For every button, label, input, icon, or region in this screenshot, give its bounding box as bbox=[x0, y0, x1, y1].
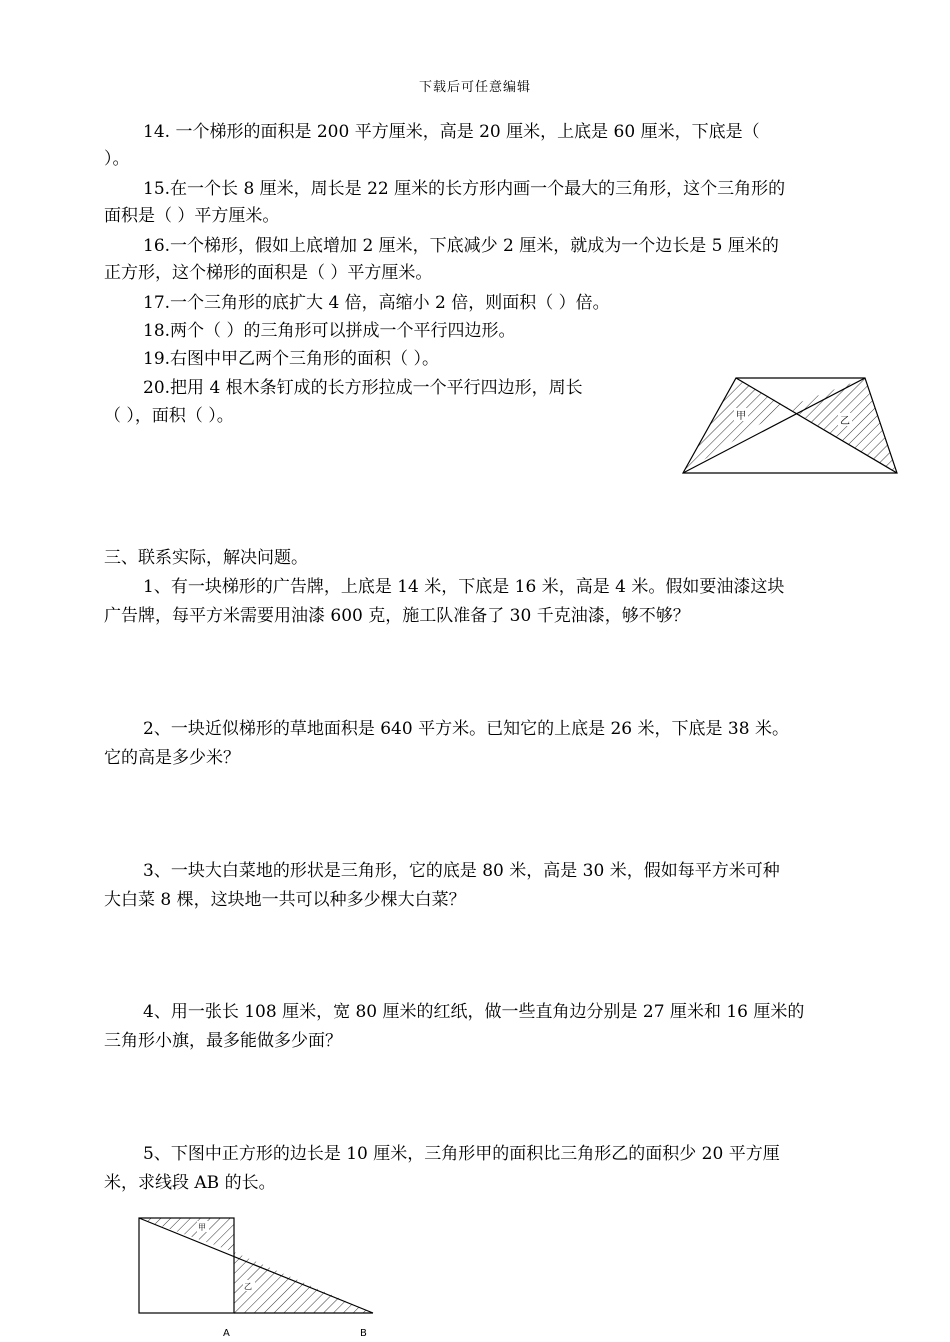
label-jia: 甲 bbox=[736, 411, 746, 422]
page-header: 下载后可任意编辑 bbox=[418, 80, 531, 95]
label-a: A bbox=[223, 1328, 230, 1339]
problem-5-line-1: 5、下图中正方形的边长是 10 厘米，三角形甲的面积比三角形乙的面积少 20 平方厘 bbox=[143, 1144, 780, 1164]
question-20-line-1: 20.把用 4 根木条钉成的长方形拉成一个平行四边形，周长 bbox=[143, 378, 583, 398]
question-18: 18.两个（ ）的三角形可以拼成一个平行四边形。 bbox=[143, 321, 516, 341]
question-14-line-2: ）。 bbox=[104, 149, 130, 169]
section-title: 三、联系实际，解决问题。 bbox=[104, 548, 308, 568]
label-yi: 乙 bbox=[840, 416, 850, 427]
question-15-line-1: 15.在一个长 8 厘米，周长是 22 厘米的长方形内画一个最大的三角形，这个三角形的 bbox=[143, 179, 786, 199]
trapezoid-figure bbox=[680, 375, 900, 477]
question-17: 17.一个三角形的底扩大 4 倍，高缩小 2 倍，则面积（ ）倍。 bbox=[143, 293, 610, 313]
problem-4-line-1: 4、用一张长 108 厘米，宽 80 厘米的红纸，做一些直角边分别是 27 厘米和 16 厘米的 bbox=[143, 1002, 805, 1022]
question-15-line-2: 面积是（ ）平方厘米。 bbox=[104, 206, 280, 226]
problem-4-line-2: 三角形小旗，最多能做多少面？ bbox=[104, 1031, 342, 1051]
problem-2-line-2: 它的高是多少米？ bbox=[104, 748, 240, 768]
problem-1-line-1: 1、有一块梯形的广告牌，上底是 14 米，下底是 16 米，高是 4 米。假如要油漆这块 bbox=[143, 577, 785, 597]
label-jia: 甲 bbox=[198, 1223, 206, 1232]
question-16-line-2: 正方形，这个梯形的面积是（ ）平方厘米。 bbox=[104, 263, 433, 283]
problem-3-line-1: 3、一块大白菜地的形状是三角形，它的底是 80 米，高是 30 米，假如每平方米可种 bbox=[143, 861, 780, 881]
question-16-line-1: 16.一个梯形，假如上底增加 2 厘米，下底减少 2 厘米，就成为一个边长是 5 厘米的 bbox=[143, 236, 779, 256]
problem-2-line-1: 2、一块近似梯形的草地面积是 640 平方米。已知它的上底是 26 米，下底是 38 米。 bbox=[143, 719, 789, 739]
question-20-line-2: （ ），面积（ ）。 bbox=[104, 406, 234, 426]
square-triangle-figure bbox=[135, 1214, 380, 1342]
problem-5-line-2: 米，求线段 AB 的长。 bbox=[104, 1173, 276, 1193]
label-yi: 乙 bbox=[244, 1282, 252, 1291]
label-b: B bbox=[360, 1328, 367, 1339]
triangle-jia-shading bbox=[683, 378, 787, 473]
problem-3-line-2: 大白菜 8 棵，这块地一共可以种多少棵大白菜？ bbox=[104, 890, 466, 910]
question-19: 19.右图中甲乙两个三角形的面积（ ）。 bbox=[143, 349, 439, 369]
problem-1-line-2: 广告牌，每平方米需要用油漆 600 克，施工队准备了 30 千克油漆，够不够？ bbox=[104, 606, 690, 626]
triangle-jia-shading bbox=[139, 1218, 234, 1252]
question-14-line-1: 14. 一个梯形的面积是 200 平方厘米，高是 20 厘米，上底是 60 厘米，下底是（ bbox=[143, 122, 760, 142]
